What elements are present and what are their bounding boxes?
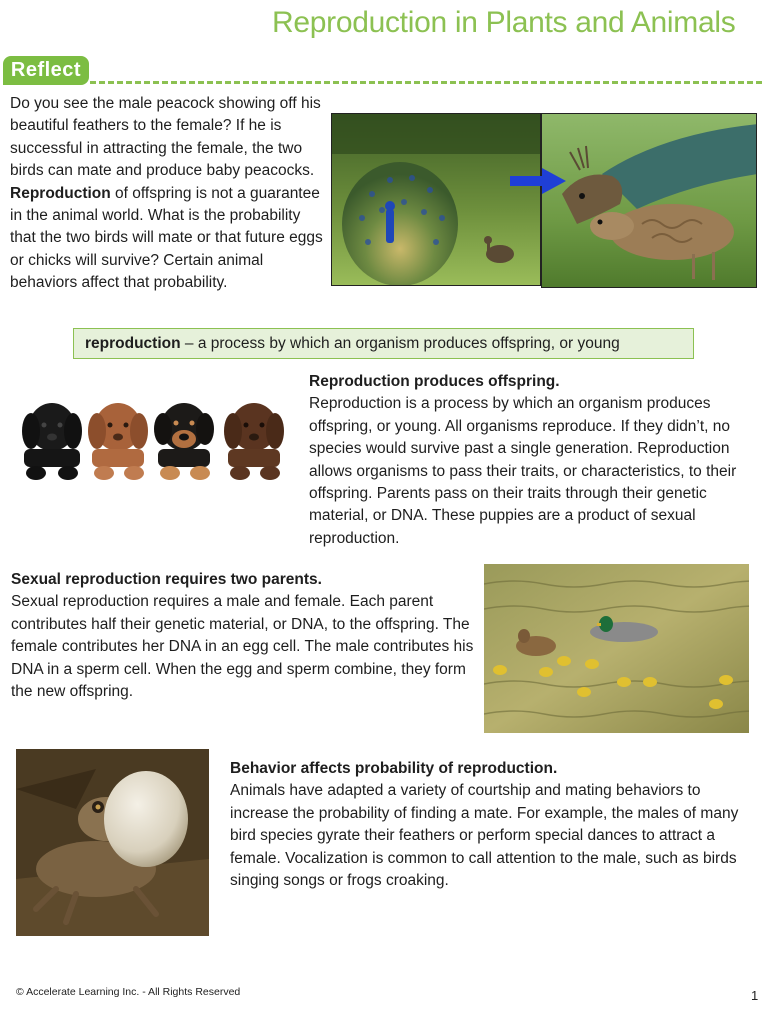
section-behavior <box>230 758 760 892</box>
section-sexual-reproduction <box>11 569 477 703</box>
section-heading: Behavior affects probability of reproduction. <box>230 760 558 777</box>
section-body: Sexual reproduction requires a male and female. Each parent contributes half their genetic material, or DNA, to the offspring. The female contributes her DNA in an egg cell. The male contributes his DNA in a sperm cell. When the egg and sperm combine, they form the new offspring. <box>11 593 474 701</box>
arrow-right-icon <box>508 168 568 199</box>
puppies-photo <box>18 395 294 485</box>
puppy-brown <box>224 403 284 480</box>
puppy-tan <box>88 403 148 480</box>
reflect-section-tab: Reflect <box>3 56 89 85</box>
section-divider <box>90 81 762 84</box>
peahen-chick-photo <box>541 113 757 288</box>
intro-paragraph <box>10 93 330 295</box>
frog-croaking-photo <box>16 749 209 936</box>
puppy-black-tan <box>154 403 214 480</box>
section-heading: Sexual reproduction requires two parents. <box>11 571 322 588</box>
section-body: Reproduction is a process by which an organism produces offspring, or young. All organisms reproduce. If they didn’t, no species would survive past a single generation. Reproduction allows organisms to pass their traits, or characteristics, to their offspring. Parents pass on their traits through their genetic material, or DNA. These puppies are a product of sexual reproduction. <box>309 395 737 547</box>
section-body: Animals have adapted a variety of courtship and mating behaviors to increase the probability of finding a mate. For example, the males of many bird species gyrate their feathers or perform special dances to attract a female. Vocalization is common to call attention to the male, such as birds singing songs or frogs croaking. <box>230 782 739 890</box>
section-heading: Reproduction produces offspring. <box>309 373 560 390</box>
intro-text-before: Do you see the male peacock showing off his beautiful feathers to the female? If he is successful in attracting the female, the two birds can mate and produce baby peacocks. <box>10 95 321 180</box>
puppy-black <box>22 403 82 480</box>
ducks-photo <box>484 564 749 733</box>
page-title: Reproduction in Plants and Animals <box>272 6 736 39</box>
definition-text: – a process by which an organism produces offspring, or young <box>180 335 620 352</box>
section-offspring <box>309 371 761 550</box>
intro-text-after: of offspring is not a guarantee in the animal world. What is the probability that the two birds will mate or that future eggs or chicks will survive? Certain animal behaviors affect that probability. <box>10 184 323 292</box>
copyright-notice: © Accelerate Learning Inc. - All Rights Reserved <box>16 986 241 998</box>
peacock-display-photo <box>331 113 541 286</box>
intro-bold-term: Reproduction <box>10 184 111 202</box>
definition-term: reproduction <box>85 335 181 352</box>
page-number: 1 <box>751 988 759 1003</box>
definition-box <box>73 328 694 359</box>
